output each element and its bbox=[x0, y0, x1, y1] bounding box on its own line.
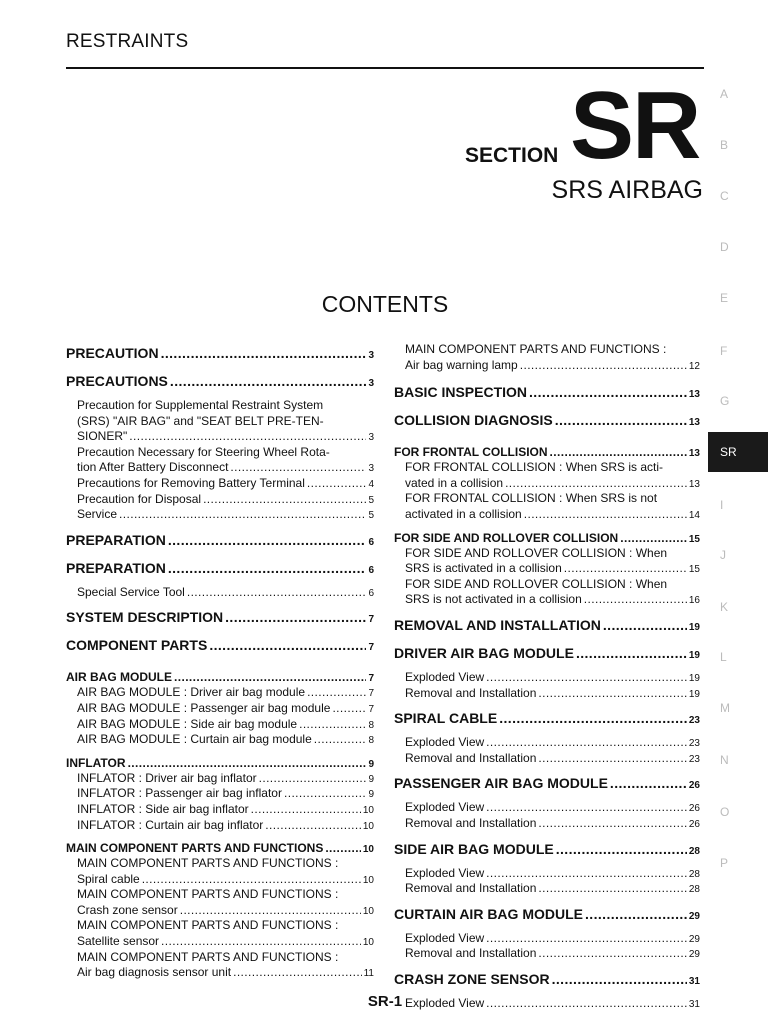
toc-heading[interactable] bbox=[394, 381, 700, 409]
toc-page-number: 26 bbox=[688, 818, 700, 830]
dot-leader bbox=[550, 445, 687, 460]
toc-entry[interactable] bbox=[66, 965, 374, 981]
toc-entry[interactable] bbox=[66, 492, 374, 508]
toc-entry-label: Exploded View bbox=[405, 865, 485, 880]
toc-entry-label: CRASH ZONE SENSOR bbox=[394, 970, 550, 987]
section-tab-j[interactable]: J bbox=[720, 548, 726, 562]
toc-page-number: 3 bbox=[368, 432, 374, 444]
toc-entry-label: Air bag warning lamp bbox=[405, 357, 518, 372]
toc-entry-text[interactable]: FOR FRONTAL COLLISION : When SRS is not bbox=[405, 491, 658, 506]
toc-entry-label: Exploded View bbox=[405, 800, 485, 815]
toc-heading[interactable] bbox=[394, 903, 700, 931]
dot-leader bbox=[552, 968, 687, 990]
toc-heading[interactable] bbox=[66, 529, 374, 557]
dot-leader bbox=[538, 816, 686, 832]
dot-leader bbox=[576, 642, 687, 664]
toc-entry[interactable] bbox=[394, 866, 700, 882]
dot-leader bbox=[486, 670, 687, 686]
toc-heading[interactable] bbox=[394, 968, 700, 996]
dot-leader bbox=[230, 460, 366, 476]
toc-entry-text[interactable]: MAIN COMPONENT PARTS AND FUNCTIONS : bbox=[77, 918, 339, 933]
toc-right-column bbox=[394, 342, 700, 1011]
toc-entry-label: Removal and Installation bbox=[405, 946, 537, 961]
dot-leader bbox=[284, 786, 366, 802]
dot-leader bbox=[180, 903, 361, 919]
toc-entry-label: PASSENGER AIR BAG MODULE bbox=[394, 775, 608, 792]
toc-entry-label: Spiral cable bbox=[77, 871, 140, 886]
toc-entry-label: activated in a collision bbox=[405, 506, 522, 521]
toc-page-number: 7 bbox=[368, 688, 374, 700]
toc-heading[interactable] bbox=[394, 772, 700, 800]
toc-entry[interactable] bbox=[394, 800, 700, 816]
toc-heading[interactable] bbox=[394, 531, 700, 546]
toc-entry-text[interactable]: (SRS) "AIR BAG" and "SEAT BELT PRE-TEN- bbox=[77, 413, 324, 428]
toc-heading[interactable] bbox=[394, 614, 700, 642]
toc-entry-label: SRS is activated in a collision bbox=[405, 561, 562, 576]
toc-page-number: 19 bbox=[688, 621, 700, 633]
section-label: SECTION bbox=[465, 144, 559, 167]
dot-leader bbox=[307, 476, 367, 492]
toc-heading[interactable] bbox=[66, 756, 374, 771]
toc-entry[interactable] bbox=[394, 592, 700, 608]
toc-entry-label: AIR BAG MODULE : Driver air bag module bbox=[77, 685, 306, 700]
toc-entry[interactable] bbox=[66, 903, 374, 919]
toc-entry[interactable] bbox=[66, 786, 374, 802]
dot-leader bbox=[538, 946, 686, 962]
section-tab-n[interactable]: N bbox=[720, 753, 729, 767]
toc-page-number: 5 bbox=[368, 494, 374, 506]
toc-entry-text[interactable]: FOR FRONTAL COLLISION : When SRS is acti- bbox=[405, 460, 664, 475]
toc-page-number: 10 bbox=[362, 905, 374, 917]
dot-leader bbox=[603, 614, 687, 636]
toc-entry-label: CURTAIN AIR BAG MODULE bbox=[394, 905, 583, 922]
toc-page-number: 19 bbox=[688, 649, 700, 661]
contents-title: CONTENTS bbox=[321, 291, 449, 317]
toc-page-number: 7 bbox=[368, 614, 374, 626]
toc-entry-label: Exploded View bbox=[405, 735, 485, 750]
toc-page-number: 26 bbox=[688, 780, 700, 792]
section-name: SRS AIRBAG bbox=[551, 176, 703, 204]
dot-leader bbox=[129, 429, 366, 445]
toc-entry-label: FOR FRONTAL COLLISION bbox=[394, 445, 548, 460]
toc-heading[interactable] bbox=[66, 670, 374, 685]
toc-entry[interactable] bbox=[394, 476, 700, 492]
section-tab-m[interactable]: M bbox=[720, 701, 730, 715]
toc-entry-label: BASIC INSPECTION bbox=[394, 384, 528, 401]
toc-entry[interactable] bbox=[394, 670, 700, 686]
section-tab-g[interactable]: G bbox=[720, 394, 730, 408]
toc-page-number: 23 bbox=[688, 715, 700, 727]
toc-entry[interactable] bbox=[66, 802, 374, 818]
toc-entry[interactable] bbox=[66, 507, 374, 523]
toc-page-number: 28 bbox=[688, 845, 700, 857]
toc-heading[interactable] bbox=[66, 342, 374, 370]
dot-leader bbox=[620, 531, 687, 546]
page-number: SR-1 bbox=[367, 993, 403, 1010]
section-tab-k[interactable]: K bbox=[720, 600, 729, 614]
toc-entry[interactable] bbox=[394, 358, 700, 374]
toc-heading[interactable] bbox=[66, 841, 374, 856]
toc-entry-label: SYSTEM DESCRIPTION bbox=[66, 609, 224, 626]
toc-page-number: 3 bbox=[368, 350, 374, 361]
toc-entry-label: Special Service Tool bbox=[77, 584, 185, 599]
toc-entry-label: SIDE AIR BAG MODULE bbox=[394, 840, 554, 857]
toc-entry[interactable] bbox=[66, 771, 374, 787]
toc-page-number: 6 bbox=[368, 536, 374, 548]
toc-entry-label: SPIRAL CABLE bbox=[394, 710, 498, 727]
toc-entry-label: Air bag diagnosis sensor unit bbox=[77, 965, 232, 980]
toc-entry[interactable] bbox=[66, 701, 374, 717]
dot-leader bbox=[486, 735, 687, 751]
toc-page-number: 13 bbox=[688, 448, 700, 460]
toc-entry-label: Precaution for Disposal bbox=[77, 491, 202, 506]
toc-entry[interactable] bbox=[394, 881, 700, 897]
toc-page-number: 15 bbox=[688, 564, 700, 576]
toc-entry-label: Satellite sensor bbox=[77, 934, 160, 949]
dot-leader bbox=[225, 606, 366, 628]
dot-leader bbox=[142, 872, 361, 888]
dot-leader bbox=[524, 507, 687, 523]
toc-entry-label: INFLATOR : Curtain air bag inflator bbox=[77, 817, 264, 832]
toc-page-number: 10 bbox=[362, 844, 374, 856]
toc-entry[interactable] bbox=[394, 816, 700, 832]
toc-entry-label: PREPARATION bbox=[66, 531, 166, 548]
toc-entry-label: MAIN COMPONENT PARTS AND FUNCTIONS bbox=[66, 841, 324, 856]
section-tab-l[interactable]: L bbox=[720, 650, 727, 664]
toc-page-number: 31 bbox=[688, 998, 700, 1010]
dot-leader bbox=[556, 838, 687, 860]
section-tab-c[interactable]: C bbox=[720, 189, 729, 203]
toc-entry[interactable] bbox=[66, 460, 374, 476]
toc-page-number: 6 bbox=[368, 587, 374, 599]
dot-leader bbox=[119, 507, 366, 523]
dot-leader bbox=[486, 866, 687, 882]
dot-leader bbox=[299, 717, 366, 733]
toc-page-number: 23 bbox=[688, 753, 700, 765]
toc-entry-label: SRS is not activated in a collision bbox=[405, 592, 582, 607]
toc-entry-label: PRECAUTIONS bbox=[66, 373, 168, 389]
toc-entry[interactable] bbox=[394, 751, 700, 767]
toc-page-number: 12 bbox=[688, 360, 700, 372]
toc-page-number: 29 bbox=[688, 933, 700, 945]
dot-leader bbox=[332, 701, 366, 717]
dot-leader bbox=[307, 685, 366, 701]
toc-entry-text[interactable]: MAIN COMPONENT PARTS AND FUNCTIONS : bbox=[77, 887, 339, 902]
dot-leader bbox=[538, 751, 686, 767]
toc-heading[interactable] bbox=[66, 370, 374, 398]
toc-page-number: 7 bbox=[368, 642, 374, 654]
toc-entry-label: AIR BAG MODULE : Passenger air bag module bbox=[77, 700, 331, 715]
toc-page-number: 6 bbox=[368, 564, 374, 576]
toc-entry[interactable] bbox=[394, 931, 700, 947]
toc-heading[interactable] bbox=[394, 445, 700, 460]
toc-entry-text[interactable]: MAIN COMPONENT PARTS AND FUNCTIONS : bbox=[405, 342, 667, 356]
toc-entry-label: AIR BAG MODULE : Side air bag module bbox=[77, 716, 298, 731]
toc-entry-text[interactable]: FOR SIDE AND ROLLOVER COLLISION : When bbox=[405, 576, 668, 591]
dot-leader bbox=[505, 476, 687, 492]
toc-entry[interactable] bbox=[394, 507, 700, 523]
dot-leader bbox=[128, 756, 367, 771]
toc-page-number: 11 bbox=[363, 968, 374, 980]
toc-page-number: 7 bbox=[368, 703, 374, 715]
toc-entry-label: AIR BAG MODULE : Curtain air bag module bbox=[77, 732, 312, 747]
section-tab-o[interactable]: O bbox=[720, 805, 730, 819]
toc-entry-label: DRIVER AIR BAG MODULE bbox=[394, 644, 574, 661]
toc-entry-label: vated in a collision bbox=[405, 475, 504, 490]
dot-leader bbox=[251, 802, 361, 818]
dot-leader bbox=[187, 585, 367, 601]
toc-entry-label: Removal and Installation bbox=[405, 881, 537, 896]
toc-heading[interactable] bbox=[394, 409, 700, 437]
toc-entry[interactable] bbox=[66, 476, 374, 492]
header-title: RESTRAINTS bbox=[66, 31, 189, 52]
toc-page-number: 13 bbox=[688, 389, 700, 401]
dot-leader bbox=[314, 732, 367, 748]
toc-entry-label: COLLISION DIAGNOSIS bbox=[394, 412, 553, 429]
dot-leader bbox=[520, 358, 687, 374]
toc-entry-text[interactable]: Precaution Necessary for Steering Wheel Rota- bbox=[77, 444, 330, 459]
toc-page-number: 23 bbox=[688, 738, 700, 750]
toc-page-number: 10 bbox=[362, 804, 374, 816]
toc-page-number: 4 bbox=[368, 478, 374, 490]
toc-entry-label: Exploded View bbox=[405, 669, 485, 684]
dot-leader bbox=[564, 561, 687, 577]
dot-leader bbox=[538, 881, 686, 897]
section-code: SR bbox=[570, 72, 700, 179]
section-tab-f[interactable]: F bbox=[720, 344, 728, 358]
toc-entry[interactable] bbox=[66, 585, 374, 601]
toc-entry[interactable] bbox=[394, 686, 700, 702]
toc-page-number: 16 bbox=[688, 595, 700, 607]
dot-leader bbox=[170, 370, 367, 392]
toc-entry-label: INFLATOR : Passenger air bag inflator bbox=[77, 786, 282, 801]
toc-heading[interactable] bbox=[66, 606, 374, 634]
toc-entry-label: Removal and Installation bbox=[405, 815, 537, 830]
dot-leader bbox=[486, 931, 687, 947]
dot-leader bbox=[538, 686, 686, 702]
dot-leader bbox=[174, 670, 366, 685]
section-tab-a[interactable]: A bbox=[720, 87, 729, 101]
toc-left-column bbox=[66, 342, 374, 981]
dot-leader bbox=[499, 707, 687, 729]
toc-entry[interactable] bbox=[394, 946, 700, 962]
toc-entry-label: INFLATOR : Side air bag inflator bbox=[77, 801, 249, 816]
toc-entry-label: Crash zone sensor bbox=[77, 902, 178, 917]
toc-entry[interactable] bbox=[66, 429, 374, 445]
toc-entry-label: SIONER" bbox=[77, 429, 128, 444]
section-tab-sr[interactable]: SR bbox=[708, 432, 768, 472]
toc-page-number: 29 bbox=[688, 949, 700, 961]
dot-leader bbox=[584, 592, 687, 608]
toc-entry-text[interactable]: Precaution for Supplemental Restraint System bbox=[77, 398, 324, 412]
toc-page-number: 10 bbox=[362, 874, 374, 886]
toc-page-number: 31 bbox=[688, 975, 700, 987]
toc-page-number: 15 bbox=[688, 533, 700, 545]
section-tab-p[interactable]: P bbox=[720, 856, 729, 870]
toc-entry-text[interactable]: FOR SIDE AND ROLLOVER COLLISION : When bbox=[405, 545, 668, 560]
toc-entry-text[interactable]: MAIN COMPONENT PARTS AND FUNCTIONS : bbox=[77, 949, 339, 964]
toc-page-number: 5 bbox=[368, 510, 374, 522]
dot-leader bbox=[259, 771, 367, 787]
dot-leader bbox=[209, 634, 366, 656]
dot-leader bbox=[555, 409, 687, 431]
section-tab-i[interactable]: I bbox=[720, 498, 724, 512]
toc-entry-label: Removal and Installation bbox=[405, 750, 537, 765]
toc-entry-label: PREPARATION bbox=[66, 559, 166, 576]
toc-page-number: 13 bbox=[688, 478, 700, 490]
toc-page-number: 13 bbox=[688, 417, 700, 429]
toc-entry-label: Service bbox=[77, 507, 118, 522]
toc-page-number: 28 bbox=[688, 884, 700, 896]
dot-leader bbox=[265, 818, 361, 834]
dot-leader bbox=[168, 557, 367, 579]
header-rule bbox=[66, 67, 704, 69]
toc-entry[interactable] bbox=[66, 685, 374, 701]
toc-page-number: 19 bbox=[688, 672, 700, 684]
toc-entry[interactable] bbox=[66, 732, 374, 748]
dot-leader bbox=[486, 800, 687, 816]
toc-page-number: 28 bbox=[688, 868, 700, 880]
toc-entry-label: Precautions for Removing Battery Terminal bbox=[77, 475, 305, 490]
dot-leader bbox=[529, 381, 687, 403]
dot-leader bbox=[585, 903, 687, 925]
dot-leader bbox=[610, 772, 687, 794]
toc-page-number: 3 bbox=[368, 378, 374, 389]
dot-leader bbox=[203, 492, 366, 508]
toc-heading[interactable] bbox=[394, 642, 700, 670]
toc-heading[interactable] bbox=[66, 634, 374, 662]
toc-entry[interactable] bbox=[66, 872, 374, 888]
toc-entry-label: INFLATOR bbox=[66, 755, 126, 770]
toc-heading[interactable] bbox=[394, 838, 700, 866]
toc-page-number: 8 bbox=[368, 719, 374, 731]
toc-entry-label: COMPONENT PARTS bbox=[66, 637, 208, 654]
toc-heading[interactable] bbox=[394, 707, 700, 735]
toc-entry[interactable] bbox=[394, 735, 700, 751]
dot-leader bbox=[161, 934, 361, 950]
toc-entry-label: tion After Battery Disconnect bbox=[77, 460, 229, 475]
toc-page-number: 9 bbox=[368, 789, 374, 801]
toc-entry-label: INFLATOR : Driver air bag inflator bbox=[77, 770, 257, 785]
toc-page-number: 14 bbox=[688, 509, 700, 521]
section-tab-d[interactable]: D bbox=[720, 240, 729, 254]
toc-heading[interactable] bbox=[66, 557, 374, 585]
toc-entry-label: Removal and Installation bbox=[405, 685, 537, 700]
section-tab-b[interactable]: B bbox=[720, 138, 729, 152]
dot-leader bbox=[325, 841, 361, 856]
toc-entry-label: FOR SIDE AND ROLLOVER COLLISION bbox=[394, 530, 619, 545]
toc-entry-label: REMOVAL AND INSTALLATION bbox=[394, 616, 601, 633]
toc-entry[interactable] bbox=[66, 934, 374, 950]
section-tab-e[interactable]: E bbox=[720, 291, 729, 305]
toc-page-number: 9 bbox=[368, 773, 374, 785]
toc-page-number: 9 bbox=[368, 758, 374, 770]
toc-page-number: 26 bbox=[688, 803, 700, 815]
toc-page-number: 7 bbox=[368, 673, 374, 685]
dot-leader bbox=[168, 529, 367, 551]
toc-page-number: 8 bbox=[368, 735, 374, 747]
toc-page-number: 10 bbox=[362, 820, 374, 832]
toc-entry-label: Exploded View bbox=[405, 930, 485, 945]
dot-leader bbox=[161, 342, 367, 364]
toc-page-number: 10 bbox=[362, 937, 374, 949]
toc-entry-label: Exploded View bbox=[405, 995, 485, 1010]
toc-page-number: 29 bbox=[688, 910, 700, 922]
toc-page-number: 3 bbox=[368, 463, 374, 475]
toc-entry[interactable] bbox=[66, 717, 374, 733]
toc-entry-label: PRECAUTION bbox=[66, 345, 159, 361]
dot-leader bbox=[233, 965, 362, 981]
toc-entry-text[interactable]: MAIN COMPONENT PARTS AND FUNCTIONS : bbox=[77, 856, 339, 871]
toc-entry-label: AIR BAG MODULE bbox=[66, 670, 172, 685]
toc-page-number: 19 bbox=[688, 688, 700, 700]
toc-entry[interactable] bbox=[66, 818, 374, 834]
toc-entry[interactable] bbox=[394, 561, 700, 577]
